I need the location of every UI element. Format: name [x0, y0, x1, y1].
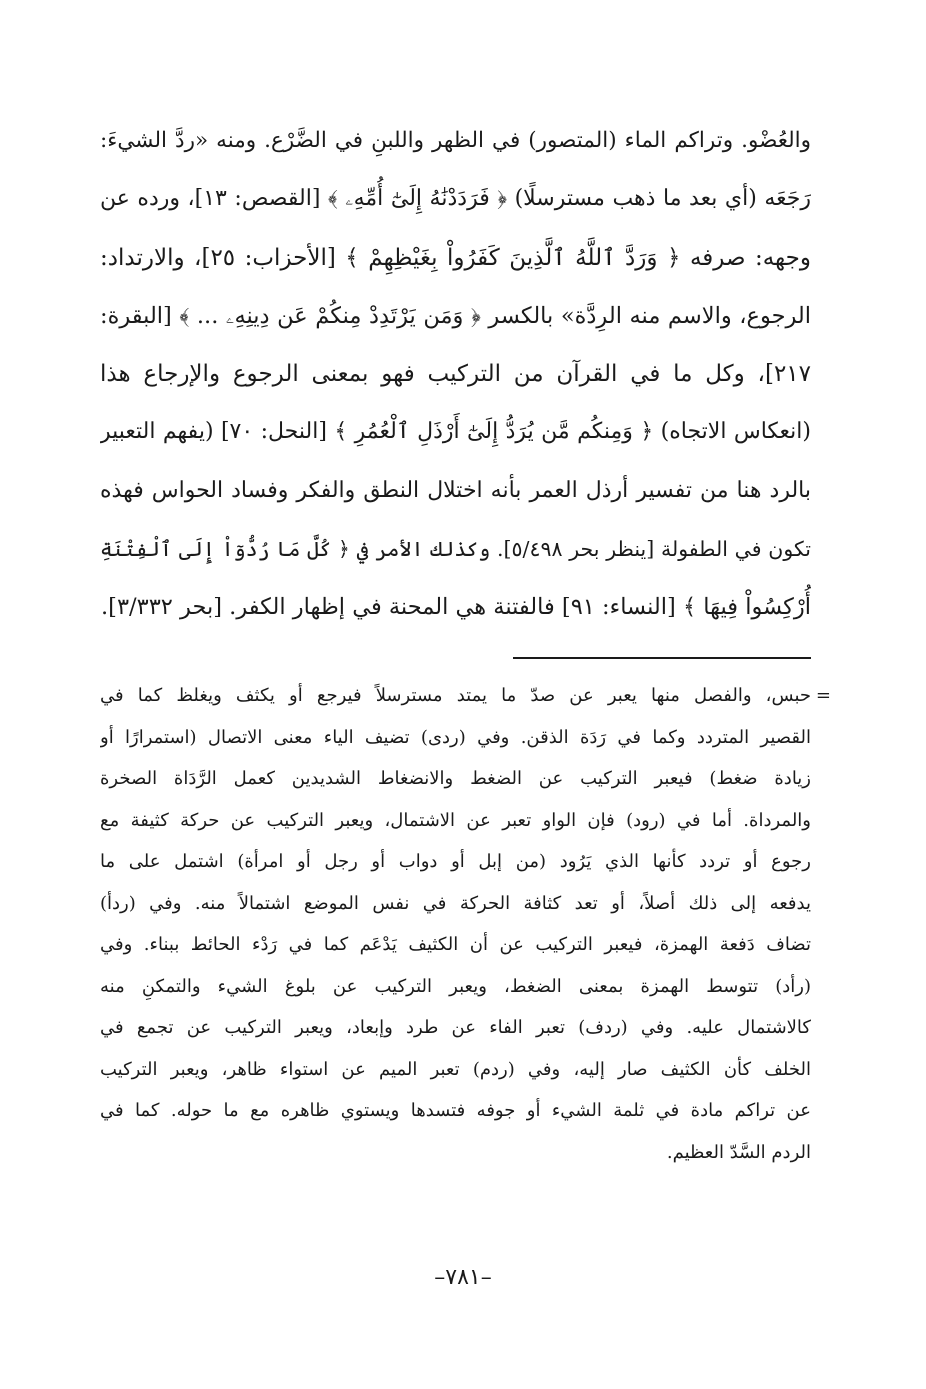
- main-text-line: (انعكاس الاتجاه) ﴿ وَمِنكُم مَّن يُرَدُّ إِلَىٰٓ أَرْذَلِ ٱلْعُمُرِ ﴾ [النحل: ٧٠] (يفهم التعبير: [100, 419, 811, 445]
- main-text: [100, 112, 811, 637]
- footnote-line: رجوع أو تردد كأنها الذي يَرُود (من إبل أو دواب أو رجل أو امرأة) اشتمل على ما: [100, 851, 811, 872]
- main-text-line: أُرْكِسُواْ فِيهَا ﴾ [النساء: ٩١] فالفتنة هي المحنة في إظهار الكفر. [بحر ٣/٣٣٢].: [101, 594, 811, 621]
- footnote-line: يدفعه إلى ذلك أصلاً، أو تعد كثافة الحركة في نفس الموضع اشتمالاً منه. وفي (ردأ): [100, 892, 811, 914]
- main-text-line: ٢١٧]، وكل ما في القرآن من التركيب فهو بمعنى الرجوع والإرجاع هذا: [100, 361, 811, 388]
- main-text-line: تكون في الطفولة [ينظر بحر ٥/٤٩٨]. وكذلك الأمر في ﴿ كُلَّ مَا رُدُّوٓاْ إِلَى ٱلْفِتْنَةِ: [100, 537, 811, 562]
- footnote-line: والمرداة. أما في (رود) فإن الواو تعبر عن الاشتمال، ويعبر التركيب عن حركة كثيفة مع: [100, 809, 811, 831]
- footnote-line: القصير المتردد وكما في رَدَة الذقن. وفي (ردى) تضيف الياء معنى الاتصال (استمرارًا أو: [100, 726, 811, 748]
- footnote-separator: [513, 657, 811, 659]
- footnote: [100, 675, 811, 1173]
- footnote-line: عن تراكم مادة في ثلمة الشيء أو جوفه فتسدها ويستوي ظاهره مع ما حوله. كما في: [100, 1100, 811, 1121]
- main-text-line: الرجوع، والاسم منه الرِدَّة» بالكسر ﴿ وَمَن يَرْتَدِدْ مِنكُمْ عَن دِينِهِۦ ... ﴾ [البقرة:: [100, 302, 811, 329]
- main-text-line: رَجَعَه (أي بعد ما ذهب مسترسلًا) ﴿ فَرَدَدْنَٰهُ إِلَىٰٓ أُمِّهِۦ ﴾ [القصص: ١٣]، ورده عن: [100, 186, 811, 212]
- footnote-line: (رأد) تتوسط الهمزة بمعنى الضغط، ويعبر التركيب عن بلوغ الشيء والتمكنِ منه: [100, 975, 811, 997]
- main-text-line: والعُضْو. وتراكم الماء (المتصور) في الظهر واللبنِ في الضَّرْع. ومنه «ردَّ الشيءَ:: [100, 128, 811, 153]
- footnote-line: زيادة ضغط) فيعبر التركيب عن الضغط والانضغاط الشديدين كعمل الرَّدَاة الصخرة: [100, 768, 811, 789]
- footnote-line: الردم السَّدّ العظيم.: [666, 1141, 811, 1163]
- footnote-continuation-marker: =: [815, 685, 831, 706]
- page-number: –٧٨١–: [434, 1265, 492, 1290]
- main-text-line: وجهه: صرفه ﴿ وَرَدَّ ٱللَّهُ ٱلَّذِينَ كَفَرُواْ بِغَيْظِهِمْ ﴾ [الأحزاب: ٢٥]، والارتداد:: [100, 244, 811, 271]
- footnote-line: تضاف دَفعة الهمزة، فيعبر التركيب عن أن الكثيف يَدْعَم كما في رَدْء الحائط ببناء. وفي: [100, 934, 811, 955]
- main-text-line: بالرد هنا من تفسير أرذل العمر بأنه اختلال النطق والفكر وفساد الحواس فهذه: [100, 477, 811, 503]
- footnote-line: كالاشتمال عليه. وفي (ردف) تعبر الفاء عن طرد وإبعاد، ويعبر التركيب عن تجمع في: [100, 1017, 811, 1038]
- footnote-line: حبس، والفصل منها يعبر عن صدّ ما يمتد مسترسلاً فيرجع أو يكثف ويغلظ كما في: [100, 685, 811, 706]
- footnote-line: الخلف كأن الكثيف صار إليه، وفي (ردم) تعبر الميم عن استواء ظاهر، ويعبر التركيب: [100, 1058, 811, 1080]
